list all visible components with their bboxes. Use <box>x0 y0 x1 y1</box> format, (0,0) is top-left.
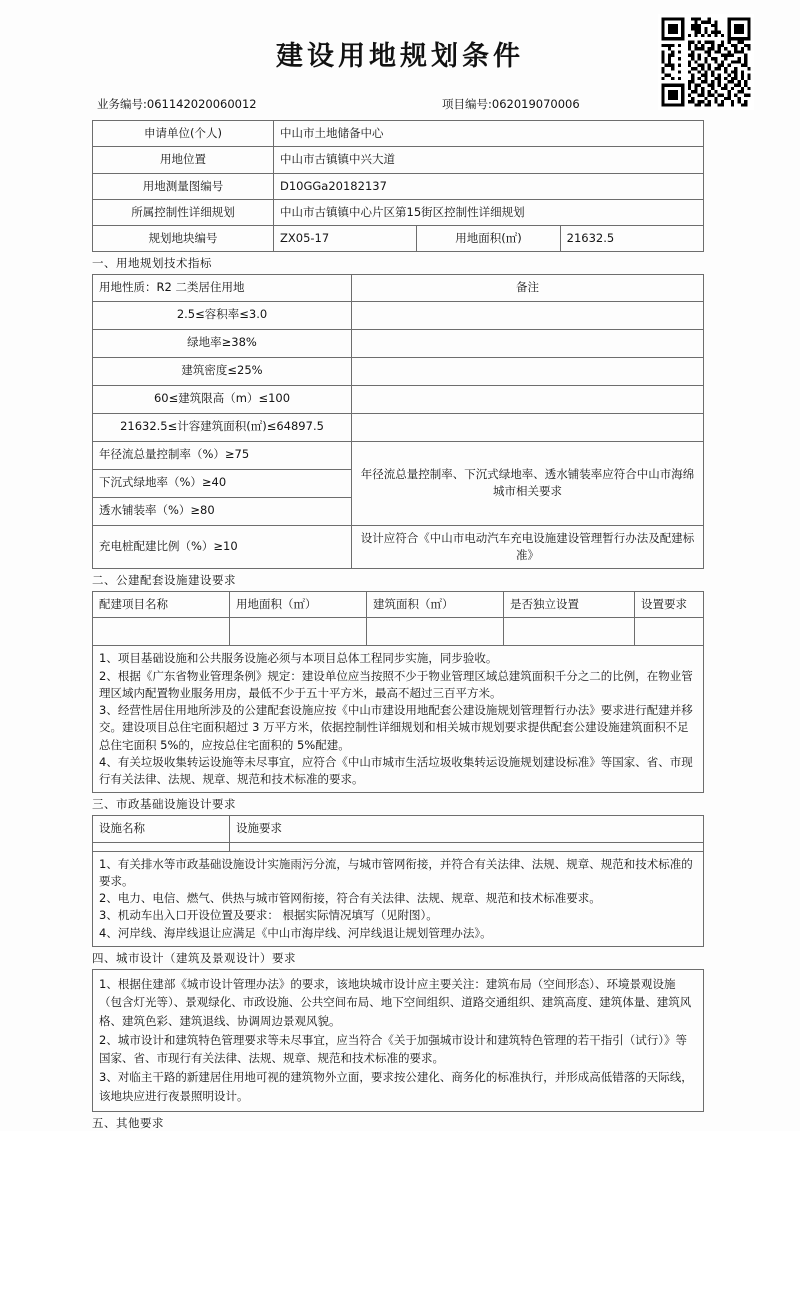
table-row <box>93 842 704 851</box>
remark-empty <box>352 385 704 413</box>
cell-standalone <box>504 618 635 646</box>
table-row <box>93 413 704 441</box>
row-label: 用地位置 <box>93 147 274 173</box>
section-3-heading: 三、市政基础设施设计要求 <box>92 797 236 812</box>
table-row-notes <box>93 646 704 793</box>
row-label: 用地测量图编号 <box>93 173 274 199</box>
public-facility-table <box>92 591 704 793</box>
note-item: 1、根据住建部《城市设计管理办法》的要求，该地块城市设计应主要关注：建筑布局（空间形态）、环境景观设施（包含灯光等）、景观绿化、市政设施、公共空间布局、地下空间组织、道路交通组织、建筑高度、建筑体量、建筑风格、建筑色彩、建筑退线、协调周边景观风貌。 <box>99 976 692 1028</box>
remark-charging-standard: 设计应符合《中山市电动汽车充电设施建设管理暂行办法及配建标准》 <box>352 525 704 569</box>
note-item: 3、机动车出入口开设位置及要求： 根据实际情况填写（见附图）。 <box>99 908 438 923</box>
section-2-heading: 二、公建配套设施建设要求 <box>92 573 236 587</box>
table-row <box>93 301 704 329</box>
col-land-area: 用地面积（㎡） <box>230 592 367 618</box>
business-number: 业务编号:061142020060012 <box>97 97 257 111</box>
indicator-green-ratio: 绿地率≥38% <box>93 329 352 357</box>
remark-header: 备注 <box>352 275 704 301</box>
remark-empty <box>352 301 704 329</box>
remark-empty <box>352 357 704 385</box>
indicator-permeable-paving: 透水铺装率（%）≥80 <box>93 497 352 525</box>
table-row <box>93 147 704 173</box>
cell-facility-requirement <box>230 842 704 851</box>
note-item: 2、城市设计和建筑特色管理要求等未尽事宜，应当符合《关于加强城市设计和建筑特色管理的若干指引（试行）》等国家、省、市现行有关法律、法规、规章、规范和技术标准的要求。 <box>99 1032 688 1066</box>
note-item: 3、对临主干路的新建居住用地可视的建筑物外立面，要求按公建化、商务化的标准执行，并形成高低错落的天际线，该地块应进行夜景照明设计。 <box>99 1069 693 1103</box>
table-row <box>93 385 704 413</box>
note-item: 1、项目基础设施和公共服务设施必须与本项目总体工程同步实施，同步验收。 <box>99 651 498 666</box>
section-4-notes <box>92 969 704 1112</box>
table-row <box>93 357 704 385</box>
cell-land-area <box>230 618 367 646</box>
indicator-sunken-green: 下沉式绿地率（%）≥40 <box>93 469 352 497</box>
cell-setting-requirement <box>635 618 704 646</box>
parcel-label: 规划地块编号 <box>93 226 274 252</box>
table-header-row <box>93 592 704 618</box>
page-title: 建设用地规划条件 <box>276 41 524 72</box>
document-header <box>0 0 800 96</box>
indicator-far: 2.5≤容积率≤3.0 <box>93 301 352 329</box>
note-item: 4、有关垃圾收集转运设施等未尽事宜，应符合《中山市城市生活垃圾收集转运设施规划建设标准》等国家、省、市现行有关法律、法规、规章、规范和技术标准的要求。 <box>99 754 693 786</box>
land-use-nature: 用地性质：R2 二类居住用地 <box>93 275 352 301</box>
col-facility-name: 设施名称 <box>93 816 230 842</box>
col-setting-requirement: 设置要求 <box>635 592 704 618</box>
table-row <box>93 199 704 225</box>
parcel-value: ZX05-17 <box>274 226 417 252</box>
table-row <box>93 173 704 199</box>
table-row <box>93 618 704 646</box>
indicator-floor-area: 21632.5≤计容建筑面积(㎡)≤64897.5 <box>93 413 352 441</box>
row-value: D10GGa20182137 <box>274 173 704 199</box>
table-row-parcel <box>93 226 704 252</box>
table-header-row <box>93 816 704 842</box>
section-5-heading: 五、其他要求 <box>92 1116 164 1131</box>
table-header-row <box>93 275 704 301</box>
col-facility-name: 配建项目名称 <box>93 592 230 618</box>
section-1-heading: 一、用地规划技术指标 <box>92 256 212 271</box>
note-item: 4、河岸线、海岸线退让应满足《中山市海岸线、河岸线退让规划管理办法》。 <box>99 925 492 940</box>
table-row <box>93 329 704 357</box>
note-item: 3、经营性居住用地所涉及的公建配套设施应按《中山市建设用地配套公建设施规划管理暂行办法》要求进行配建并移交。建设项目总住宅面积超过 3 万平方米，依据控制性详细规划和相关城市规划要求提供配套公建设施建筑面积不足总住宅面积 5%的，应按总住宅面积的 5%配建。 <box>99 703 693 752</box>
col-standalone: 是否独立设置 <box>504 592 635 618</box>
row-value: 中山市古镇镇中兴大道 <box>274 147 704 173</box>
indicator-building-density: 建筑密度≤25% <box>93 357 352 385</box>
note-item: 2、根据《广东省物业管理条例》规定：建设单位应当按照不少于物业管理区域总建筑面积千分之二的比例，在物业管理区域内配置物业服务用房，最低不少于五十平方米，最高不超过三百平方米。 <box>99 668 693 700</box>
table-row <box>93 525 704 569</box>
cell-facility-name <box>93 842 230 851</box>
row-value: 中山市土地储备中心 <box>274 121 704 147</box>
reference-numbers <box>97 96 708 116</box>
section-3-notes <box>93 851 704 946</box>
col-facility-requirement: 设施要求 <box>230 816 704 842</box>
cell-building-area <box>367 618 504 646</box>
table-row <box>93 441 704 469</box>
indicator-height-limit: 60≤建筑限高（m）≤100 <box>93 385 352 413</box>
col-building-area: 建筑面积（㎡） <box>367 592 504 618</box>
table-row-notes <box>93 851 704 946</box>
section-2-notes <box>93 646 704 793</box>
remark-empty <box>352 329 704 357</box>
table-row <box>93 121 704 147</box>
technical-indicators-table <box>92 274 704 569</box>
remark-sponge-city: 年径流总量控制率、下沉式绿地率、透水铺装率应符合中山市海绵城市相关要求 <box>352 441 704 525</box>
basic-info-table <box>92 120 704 252</box>
section-4-heading: 四、城市设计（建筑及景观设计）要求 <box>92 950 296 965</box>
row-label: 申请单位(个人) <box>93 121 274 147</box>
area-value: 21632.5 <box>560 226 703 252</box>
row-label: 所属控制性详细规划 <box>93 199 274 225</box>
area-label: 用地面积(㎡) <box>417 226 560 252</box>
cell-facility-name <box>93 618 230 646</box>
municipal-facility-table <box>92 815 704 947</box>
remark-empty <box>352 413 704 441</box>
note-item: 1、有关排水等市政基础设施设计实施雨污分流，与城市管网衔接，并符合有关法律、法规、规章、规范和技术标准的要求。 <box>99 856 693 888</box>
row-value: 中山市古镇镇中心片区第15街区控制性详细规划 <box>274 199 704 225</box>
note-item: 2、电力、电信、燃气、供热与城市管网衔接，符合有关法律、法规、规章、规范和技术标准要求。 <box>99 891 601 905</box>
project-number: 项目编号:062019070006 <box>442 97 580 111</box>
indicator-charging-pile: 充电桩配建比例（%）≥10 <box>93 525 352 569</box>
section-5-empty-area <box>0 1134 800 1294</box>
indicator-runoff-control: 年径流总量控制率（%）≥75 <box>93 441 352 469</box>
